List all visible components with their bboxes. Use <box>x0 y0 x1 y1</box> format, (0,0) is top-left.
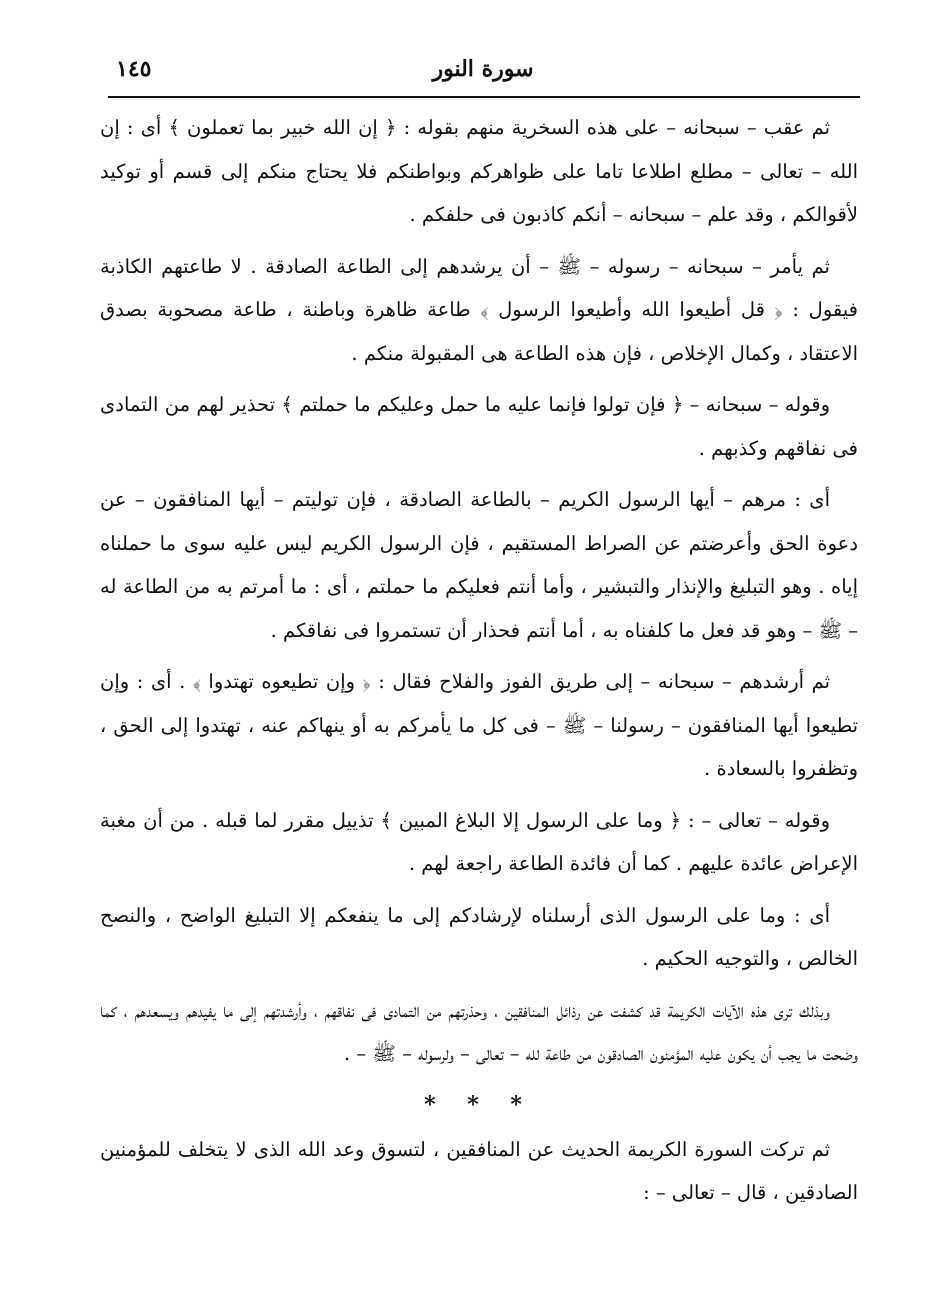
surah-title: سورة النور <box>432 56 534 82</box>
page-body <box>100 106 858 1223</box>
paragraph-6: وقوله – تعالى – : ﴿ وما على الرسول إلا البلاغ المبين ﴾ تذييل مقرر لما قبله . من أن مغبة الإعراض عائدة عليهم . كما أن فائدة الطاعة راجعة لهم . <box>100 808 858 875</box>
paragraph-8: وبذلك ترى هذه الآيات الكريمة قد كشفت عن رذائل المنافقين ، وحذرتهم من التمادى فى نفاقهم ، وأرشدتهم إلى ما يفيدهم ويسعدهم ، كما وضحت ما يجب أن يكون عليه المؤمنون الصادقون من طاعة لله – تعالى – ولرسوله – ﷺ – . <box>100 998 858 1065</box>
paragraph-5: ثم أرشدهم – سبحانه – إلى طريق الفوز والفلاح فقال : ﴿ وإن تطيعوه تهتدوا ﴾ . أى : وإن تطيعوا أيها المنافقون – رسولنا – ﷺ – فى كل ما يأمركم به أو ينهاكم عنه ، تهتدوا إلى الحق ، وتظفروا بالسعادة . <box>100 670 858 780</box>
section-separator: * * * <box>424 1091 534 1118</box>
paragraph-1: ثم عقب – سبحانه – على هذه السخرية منهم بقوله : ﴿ إن الله خبير بما تعملون ﴾ أى : إن الله – تعالى – مطلع اطلاعا تاما على ظواهركم وبواطنكم فلا يحتاج منكم إلى قسم أو توكيد لأقوالكم ، وقد علم – سبحانه – أنكم كاذبون فى حلفكم . <box>100 116 858 226</box>
paragraph-7: أى : وما على الرسول الذى أرسلناه لإرشادكم إلى ما ينفعكم إلا التبليغ الواضح ، والنصح الخالص ، والتوجيه الحكيم . <box>100 903 858 970</box>
page-header <box>108 52 858 92</box>
paragraph-4: أى : مرهم – أيها الرسول الكريم – بالطاعة الصادقة ، فإن توليتم – أيها المنافقون – عن دعوة الحق وأعرضتم عن الصراط المستقيم ، فإن الرسول الكريم ليس عليه سوى ما حملناه إياه . وهو التبليغ والإنذار والتبشير ، وأما أنتم فعليكم ما حملتم ، أى : ما أمرتم به من الطاعة له – ﷺ – وهو قد فعل ما كلفناه به ، أما أنتم فحذار أن تستمروا فى نفاقكم . <box>100 488 858 642</box>
header-divider <box>108 96 860 98</box>
paragraph-3: وقوله – سبحانه – ﴿ فإن تولوا فإنما عليه ما حمل وعليكم ما حملتم ﴾ تحذير لهم من التمادى فى نفاقهم وكذبهم . <box>100 393 858 460</box>
closing-paragraph: ثم تركت السورة الكريمة الحديث عن المنافقين ، لتسوق وعد الله الذى لا يتخلف للمؤمنين الصادقين ، قال – تعالى – : <box>100 1137 858 1204</box>
paragraph-2: ثم يأمر – سبحانه – رسوله – ﷺ – أن يرشدهم إلى الطاعة الصادقة . لا طاعتهم الكاذبة فيقول : ﴿ قل أطيعوا الله وأطيعوا الرسول ﴾ طاعة ظاهرة وباطنة ، طاعة مصحوبة بصدق الاعتقاد ، وكمال الإخلاص ، فإن هذه الطاعة هى المقبولة منكم . <box>100 254 858 365</box>
page-number: ١٤٥ <box>116 56 152 82</box>
